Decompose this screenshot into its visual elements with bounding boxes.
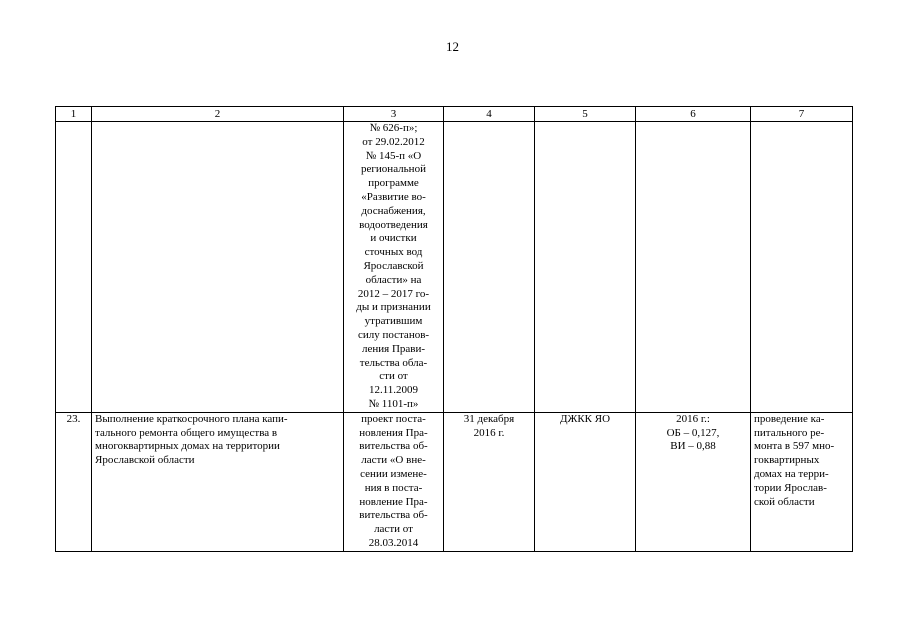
text-line: сти от <box>379 370 408 383</box>
text-line: ласти «О вне- <box>361 454 426 467</box>
text-line: ВИ – 0,88 <box>670 440 716 453</box>
header-cell-4: 4 <box>444 107 535 122</box>
text-line: Выполнение краткосрочного плана капи- <box>95 412 288 425</box>
text-line: 12.11.2009 <box>368 384 419 397</box>
cell-number <box>56 122 92 413</box>
text-line: Ярославской <box>363 259 424 272</box>
text-line: тельства обла- <box>359 356 428 369</box>
text-line: 31 декабря <box>463 412 515 425</box>
cell-legal-act <box>344 412 444 551</box>
text-line: 2012 – 2017 го- <box>357 287 430 300</box>
cell-result <box>751 412 853 551</box>
table-row-23 <box>56 412 853 551</box>
text-line: доснабжения, <box>361 204 426 217</box>
text-line: № 1101-п» <box>368 397 419 410</box>
text-line: № 145-п «О <box>365 149 422 162</box>
cell-number: 23. <box>56 412 92 551</box>
page-number: 12 <box>446 39 459 54</box>
text-line: 2016 г.: <box>676 412 710 425</box>
text-line: Ярославской области <box>95 454 195 467</box>
cell-executor: ДЖКК ЯО <box>535 412 636 551</box>
text-line: 28.03.2014 <box>368 536 419 549</box>
cell-deadline <box>444 412 535 551</box>
measures-table <box>55 106 853 552</box>
text-line: проект поста- <box>361 412 426 425</box>
text-line: ласти от <box>374 523 413 536</box>
header-cell-2: 2 <box>92 107 344 122</box>
text-line: сточных вод <box>364 246 423 259</box>
text-line: сении измене- <box>360 467 427 480</box>
cell-funding <box>636 122 751 413</box>
text-line: вительства об- <box>359 509 428 522</box>
header-cell-5: 5 <box>535 107 636 122</box>
text-line: ния в поста- <box>364 481 423 494</box>
text-line: новление Пра- <box>359 495 428 508</box>
header-cell-7: 7 <box>751 107 853 122</box>
text-line: региональной <box>361 163 426 176</box>
text-line: многоквартирных домах на территории <box>95 440 280 453</box>
text-line: области» на <box>365 273 422 286</box>
text-line: проведение ка- <box>754 412 825 425</box>
text-line: водоотведения <box>359 218 428 231</box>
text-line: от 29.02.2012 <box>362 135 425 148</box>
cell-executor <box>535 122 636 413</box>
cell-measure <box>92 412 344 551</box>
text-line: вительства об- <box>359 440 428 453</box>
text-line: питального ре- <box>754 426 825 439</box>
header-cell-6: 6 <box>636 107 751 122</box>
text-line: и очистки <box>370 232 417 245</box>
text-line: ления Прави- <box>361 342 426 355</box>
text-line: «Развитие во- <box>361 190 426 203</box>
text-line: домах на терри- <box>754 467 829 480</box>
table-row-continuation <box>56 122 853 413</box>
cell-result <box>751 122 853 413</box>
text-line: ды и признании <box>356 301 431 314</box>
header-cell-3: 3 <box>344 107 444 122</box>
header-cell-1: 1 <box>56 107 92 122</box>
text-line: 2016 г. <box>473 426 505 439</box>
text-line: новления Пра- <box>359 426 428 439</box>
text-line: монта в 597 мно- <box>754 440 835 453</box>
cell-legal-act <box>344 122 444 413</box>
cell-funding <box>636 412 751 551</box>
text-line: утратившим <box>364 315 423 328</box>
text-line: программе <box>368 177 419 190</box>
table-header-row <box>56 107 853 122</box>
text-line: ской области <box>754 495 815 508</box>
cell-measure <box>92 122 344 413</box>
text-line: № 626-п»; <box>369 122 418 134</box>
text-line: силу постанов- <box>357 328 430 341</box>
text-line: ОБ – 0,127, <box>666 426 720 439</box>
text-line: тального ремонта общего имущества в <box>95 426 278 439</box>
text-line: гоквартирных <box>754 454 820 467</box>
cell-deadline <box>444 122 535 413</box>
text-line: тории Ярослав- <box>754 481 827 494</box>
